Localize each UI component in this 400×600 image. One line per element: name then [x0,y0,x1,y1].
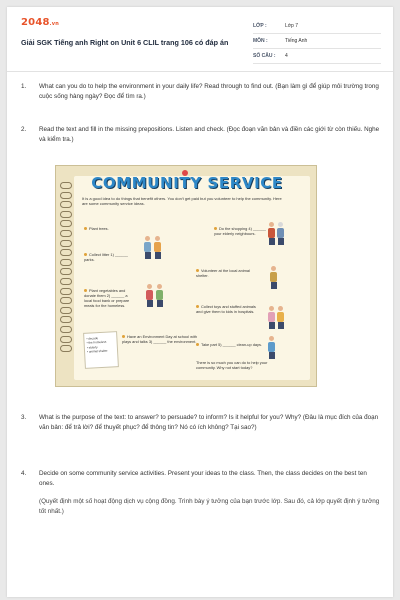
poster-intro: It is a good idea to do things that benefit others. You don't get paid but you volunteer to help the community. Here are some community service ideas. [82,196,282,206]
meta-label: SỐ CÂU : [253,53,276,59]
document-page [7,7,393,597]
note-word: • animal shelter [86,348,108,354]
note-word: • the homeless [86,340,107,346]
question-text: What is the purpose of the text: to answer? to persuade? to inform? Is it helpful for you? Why? (Đâu là mục đích của đoạn văn bản: để trả lời? để thuyết phục? để thông tin? Nó có ích không? Tại sao?) [39,414,379,431]
note-word: • decade [86,336,99,341]
question-2 [21,125,381,145]
item-text: Volunteer at the local animal shelter. [196,268,250,278]
question-number: 1. [21,83,27,90]
meta-label: LỚP : [253,23,267,29]
item-text: Have an Environment Day at school with plays and talks 3) ______ the environment. [122,334,198,344]
item-text: Plant vegetables and donate them 2) ______ a local food bank or prepare meals for the homeless. [84,288,130,308]
volunteer-illustration [268,222,284,245]
note-word: • elderly [86,344,98,350]
volunteer-illustration [268,336,275,359]
poster-item-right [214,226,274,236]
meta-label: MÔN : [253,38,268,44]
logo-main: 2048 [21,17,50,28]
question-text: Decide on some community service activities. Present your ideas to the class. Then, the class decides on the best ten ones. [39,470,367,487]
meta-value: 4 [285,53,288,59]
question-number: 4. [21,470,27,477]
community-service-poster [55,165,317,387]
question-3 [21,413,381,433]
poster-outro: There is so much you can do to help your community. Why not start today? [196,360,268,370]
poster-item-left [84,288,136,308]
item-text: Take part 5) ______ clean-up days. [201,342,262,347]
volunteer-illustration [268,306,284,329]
poster-item-left [84,226,134,231]
question-number: 2. [21,126,27,133]
volunteer-illustration [270,266,277,289]
logo-suffix: .vn [49,21,59,27]
volunteer-illustration [146,284,163,307]
poster-item-left [84,252,134,262]
question-translation: (Quyết định một số hoạt động dịch vụ cộng đồng. Trình bày ý tưởng của bạn trước lớp. Sau đó, cả lớp quyết định ý tưởng tốt nhất.) [39,498,380,515]
word-note [83,331,119,369]
meta-value: Lớp 7 [285,23,299,29]
question-number: 3. [21,414,27,421]
poster-title: COMMUNITY SERVICE [91,174,283,192]
meta-row-count [253,49,381,64]
poster-item-right [196,268,256,278]
item-text: Collect litter 1) ______ parks. [84,252,128,262]
poster-item-left [122,334,202,344]
meta-value: Tiếng Anh [285,38,308,44]
question-text: What can you do to help the environment in your daily life? Read through to find out. (Bạn làm gì để giúp môi trường trong cuộc sống hàng ngày? Đọc để tìm ra.) [39,83,379,100]
meta-table [253,19,381,64]
spiral-binding [60,182,76,372]
item-text: Collect toys and stuffed animals and give them to kids in hospitals. [196,304,256,314]
document-title: Giải SGK Tiếng anh Right on Unit 6 CLIL trang 106 có đáp án [21,38,229,47]
site-logo[interactable] [21,17,59,28]
item-text: Plant trees. [89,226,109,231]
poster-item-right [196,342,276,347]
meta-row-class [253,19,381,34]
volunteer-illustration [144,236,161,259]
question-1 [21,82,381,102]
page-header [7,7,393,71]
meta-row-subject [253,34,381,49]
item-text: Do the shopping 4) ______ your elderly neighbours. [214,226,266,236]
poster-item-right [196,304,258,314]
header-divider [7,71,393,72]
question-text: Read the text and fill in the missing prepositions. Listen and check. (Đọc đoạn văn bản và điền các giới từ còn thiếu. Nghe và kiểm tra.) [39,126,380,143]
question-4 [21,469,381,517]
